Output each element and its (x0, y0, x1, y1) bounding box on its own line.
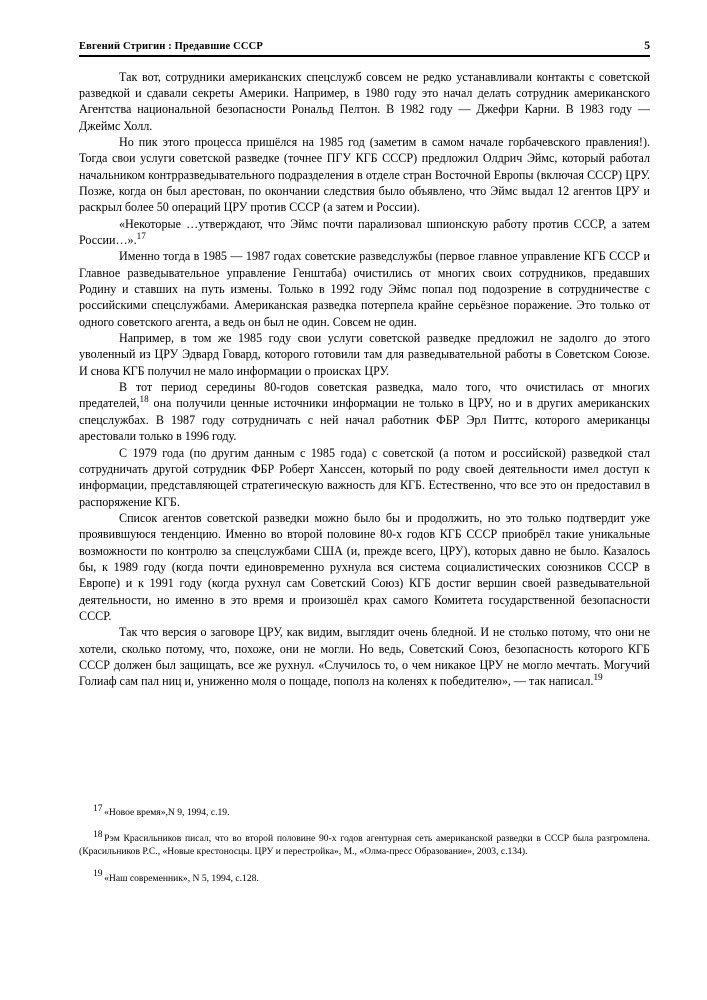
paragraph-3-text: «Некоторые …утверждают, что Эймс почти парализовал шпионскую работу против СССР, а затем России…». (79, 216, 650, 248)
paragraph-6 (79, 379, 650, 444)
paragraph-1: Так вот, сотрудники американских спецслужб совсем не редко устанавливали контакты с советской разведкой и сдавали секреты Америки. Например, в 1980 году это начал делать сотрудник американского Агентства национальной безопасности Рональд Пелтон. В 1982 году — Джефри Карни. В 1983 году — Джеймс Холл. (79, 69, 650, 133)
paragraph-3-quote (79, 216, 650, 249)
footnote-ref-19[interactable]: 19 (593, 672, 603, 683)
footnote-text: «Новое время»,N 9, 1994, с.19. (104, 807, 230, 818)
page-content-area (79, 40, 650, 690)
paragraph-9-text: Так что версия о заговоре ЦРУ, как видим, выглядит очень бледной. И не столько потому, что они не хотели, сколько потому, что, похоже, они не могли. Но ведь, Советский Союз, безопасность которого КГБ СССР должен был защищать, все же рухнул. «Случилось то, о чем никакое ЦРУ не могло мечтать. Могучий Голиаф сам пал ниц и, униженно моля о пощаде, пополз на коленях к победителю», — так написал. (79, 625, 650, 689)
header-rule-divider (79, 55, 650, 57)
paragraph-8: Список агентов советской разведки можно было бы и продолжить, но это только подтвердит уже проявившуюся тенденцию. Именно во второй половине 80-х годов КГБ СССР приобрёл такие уникальные возможности по контролю за спецслужбами США (и, прежде всего, ЦРУ), которых давно не было. Казалось бы, к 1989 году (когда почти единовременно рухнула вся система социалистических союзников СССР в Европе) и к 1991 году (когда рухнул сам Советский Союз) КГБ достиг вершин своей разведывательной деятельности, но именно в это время и произошёл крах самого Комитета государственной безопасности СССР. (79, 510, 650, 623)
footnote-number[interactable]: 17 (93, 802, 103, 814)
paragraph-4: Именно тогда в 1985 — 1987 годах советские разведслужбы (первое главное управление КГБ СССР и Главное разведывательное управление Генштаба) очистились от многих своих сотрудников, предавших Родину и ставших на путь измены. Только в 1992 году Эймс попал под подозрение в сотрудничестве с российскими спецслужбами. Американская разведка потерпела крайне серьёзное поражение. Это только от одного советского агента, а ведь он был не один. Совсем не один. (79, 249, 650, 329)
footnote-number[interactable]: 19 (93, 868, 103, 880)
paragraph-5: Например, в том же 1985 году свои услуги советской разведке предложил не задолго до этого уволенный из ЦРУ Эдвард Говард, которого готовили там для разведывательной работы в Советском Союзе. И снова КГБ получил не мало информации о происках ЦРУ. (79, 331, 650, 378)
footnote-text: Рэм Красильников писал, что во второй половине 90-х годов агентурная сеть американской разведки в СССР была разгромлена. (Красильников Р.С., «Новые крестоносцы. ЦРУ и перестройка», М., «Олма-пресс Образование», 2003, с.134). (79, 833, 650, 858)
page-number: 5 (644, 40, 650, 52)
footnote-item (79, 868, 650, 885)
paragraph-7: С 1979 года (по другим данным с 1985 года) с советской (а потом и российской) разведкой стал сотрудничать другой сотрудник ФБР Роберт Ханссен, который по роду своей деятельности имел доступ к информации, представляющей стратегическую важность для КГБ. Естественно, что все это он предоставил в распоряжение КГБ. (79, 445, 650, 509)
paragraph-2: Но пик этого процесса пришёлся на 1985 год (заметим в самом начале горбачевского правления!). Тогда свои услуги советской разведке (точнее ПГУ КГБ СССР) предложил Олдрич Эймс, который работал начальником контрразведывательного подразделения в отделе стран Восточной Европы (включая СССР) ЦРУ. Позже, когда он был арестован, по окончании следствия было объявлено, что Эймс выдал 12 агентов ЦРУ и раскрыл более 50 операций ЦРУ против СССР (а затем и России). (79, 134, 650, 215)
footnote-section (79, 802, 650, 885)
paragraph-6-text-before-ref: В тот период середины 80-годов советская разведка, мало того, что очистилась от многих предателей, (79, 380, 650, 411)
footnote-item (79, 829, 650, 858)
footnote-ref-17[interactable]: 17 (136, 231, 146, 241)
footnote-ref-18[interactable]: 18 (139, 394, 149, 405)
running-head (79, 40, 650, 54)
footnote-item (79, 802, 650, 819)
footnote-number[interactable]: 18 (93, 829, 103, 841)
footnote-text: «Наш современник», N 5, 1994, с.128. (104, 872, 259, 884)
running-head-title: Евгений Стригин : Предавшие СССР (79, 41, 263, 52)
body-text (79, 69, 650, 690)
paragraph-6-text-after-ref: она получили ценные источники информации не только в ЦРУ, но и в других американских спецслужбах. В 1987 году сотрудничать с ней начал работник ФБР Эрл Питтс, которого американцы арестовали только в 1996 году. (79, 396, 650, 444)
paragraph-9 (79, 624, 650, 689)
